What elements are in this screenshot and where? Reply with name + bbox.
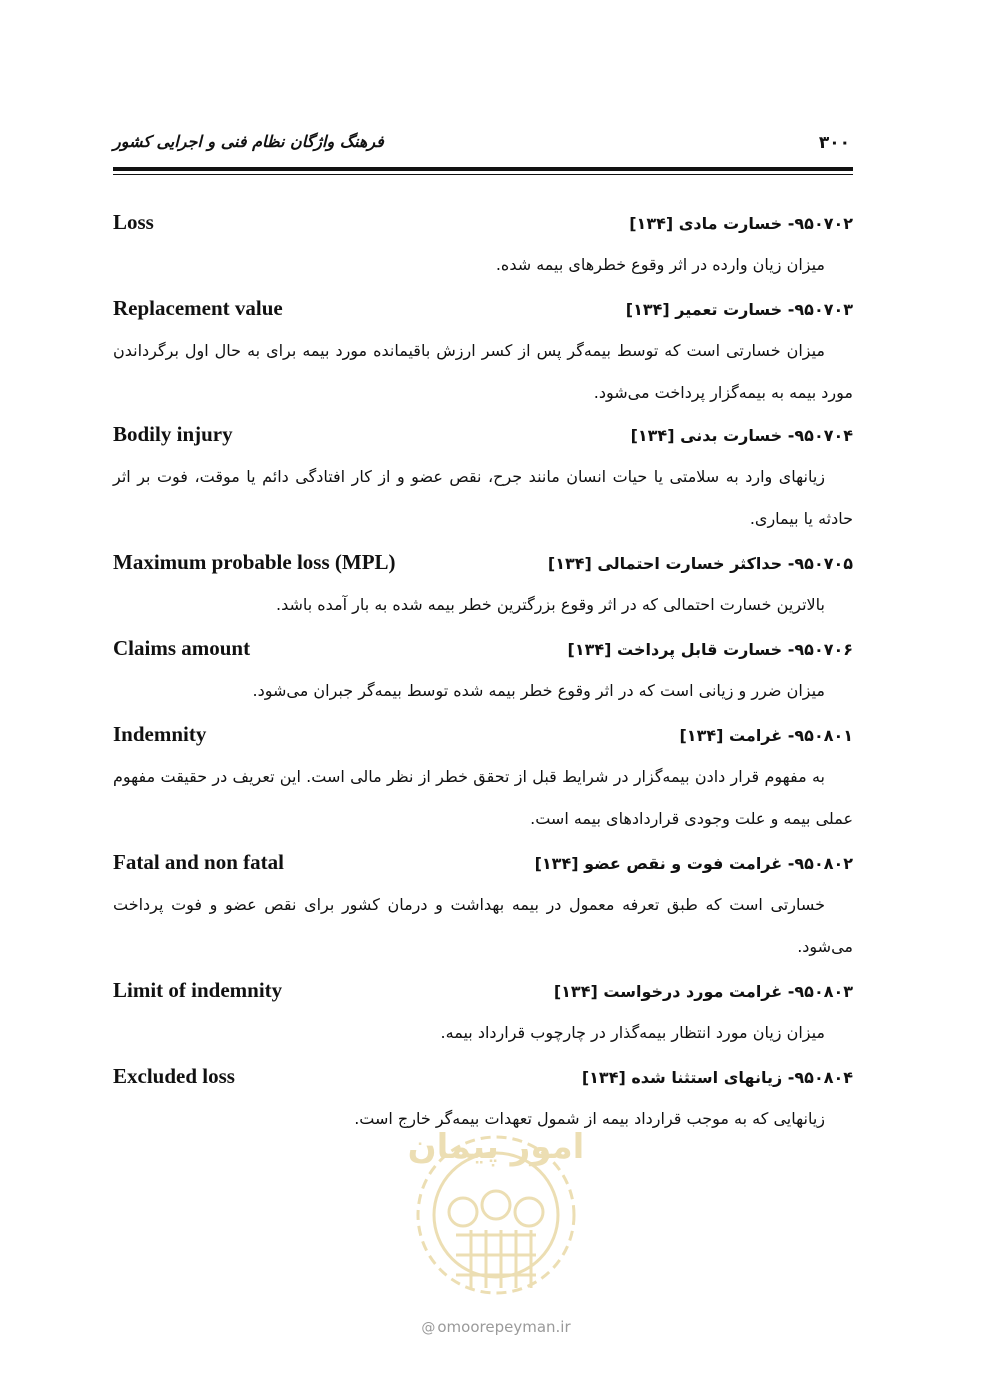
persian-term: ۹۵۰۷۰۵- حداکثر خسارت احتمالی [۱۳۴] <box>547 554 853 573</box>
english-term: Maximum probable loss (MPL) <box>113 550 396 574</box>
glossary-entries <box>113 210 853 1150</box>
entry-definition: میزان ضرر و زیانی است که در اثر وقوع خطر بیمه شده توسط بیمه‌گر جبران می‌شود. <box>252 681 825 700</box>
persian-term: ۹۵۰۷۰۳- خسارت تعمیر [۱۳۴] <box>625 300 853 319</box>
entry-definition: بالاترین خسارت احتمالی که در اثر وقوع بزرگترین خطر بیمه شده به بار آمده باشد. <box>275 595 825 614</box>
entry-heading <box>113 850 853 884</box>
entry-definition: میزان خسارتی است که توسط بیمه‌گر پس از کسر ارزش باقیمانده مورد بیمه برای به حال اول برگرداندن مورد بیمه به بیمه‌گزار پرداخت می‌شود. <box>113 341 853 402</box>
persian-term: ۹۵۰۸۰۴- زیانهای استثنا شده [۱۳۴] <box>581 1068 853 1087</box>
entry-heading <box>113 210 853 244</box>
entry-definition: به مفهوم قرار دادن بیمه‌گزار در شرایط قبل از تحقق خطر از نظر مالی است. این تعریف در حقیقت مفهوم عملی بیمه و علت وجودی قراردادهای بیمه است. <box>113 767 853 828</box>
glossary-entry <box>113 422 853 540</box>
english-term: Excluded loss <box>113 1064 235 1088</box>
entry-definition: خسارتی است که طبق تعرفه معمول در بیمه بهداشت و درمان کشور برای نقص عضو و فوت پرداخت می‌شود. <box>113 895 853 956</box>
header-rule-thick <box>113 167 853 171</box>
watermark-site <box>0 1318 992 1336</box>
page-number: ۳۰۰ <box>818 133 850 153</box>
entry-heading <box>113 1064 853 1098</box>
entry-heading <box>113 296 853 330</box>
entry-definition: زیانهای وارد به سلامتی یا حیات انسان مانند جرح، نقص عضو و از کار افتادگی دائم یا موقت، فوت بر اثر حادثه یا بیماری. <box>113 467 853 528</box>
glossary-entry <box>113 296 853 414</box>
persian-term: ۹۵۰۸۰۱- غرامت [۱۳۴] <box>679 726 853 745</box>
english-term: Bodily injury <box>113 422 233 446</box>
watermark-wrench-icon <box>515 1198 543 1226</box>
entry-definition: میزان زیان مورد انتظار بیمه‌گذار در چارچوب قرارداد بیمه. <box>440 1023 825 1042</box>
entry-heading <box>113 722 853 756</box>
entry-heading <box>113 422 853 456</box>
persian-term: ۹۵۰۷۰۶- خسارت قابل پرداخت [۱۳۴] <box>567 640 853 659</box>
at-sign-icon: @ <box>421 1320 436 1336</box>
entry-heading <box>113 636 853 670</box>
glossary-entry <box>113 636 853 712</box>
glossary-entry <box>113 210 853 286</box>
english-term: Replacement value <box>113 296 283 320</box>
english-term: Loss <box>113 210 154 234</box>
watermark-ring <box>434 1153 558 1277</box>
entry-heading <box>113 978 853 1012</box>
entry-definition: میزان زیان وارده در اثر وقوع خطرهای بیمه شده. <box>495 255 825 274</box>
persian-term: ۹۵۰۸۰۳- غرامت مورد درخواست [۱۳۴] <box>553 982 853 1001</box>
entry-heading <box>113 550 853 584</box>
glossary-entry <box>113 850 853 968</box>
watermark-building-icon <box>482 1191 510 1219</box>
persian-term: ۹۵۰۸۰۲- غرامت فوت و نقص عضو [۱۳۴] <box>534 854 853 873</box>
watermark-logo-text: امور پیمان <box>407 1127 585 1167</box>
entry-definition: زیانهایی که به موجب قرارداد بیمه از شمول تعهدات بیمه‌گر خارج است. <box>354 1109 825 1128</box>
watermark-site-text: omoorepeyman.ir <box>437 1318 571 1336</box>
english-term: Limit of indemnity <box>113 978 283 1002</box>
persian-term: ۹۵۰۷۰۴- خسارت بدنی [۱۳۴] <box>630 426 853 445</box>
english-term: Indemnity <box>113 722 207 746</box>
english-term: Claims amount <box>113 636 251 660</box>
persian-term: ۹۵۰۷۰۲- خسارت مادی [۱۳۴] <box>629 214 853 233</box>
header-rule-thin <box>113 174 853 175</box>
glossary-entry <box>113 550 853 626</box>
english-term: Fatal and non fatal <box>113 850 284 874</box>
glossary-entry <box>113 722 853 840</box>
glossary-entry <box>113 978 853 1054</box>
watermark-scale-icon <box>449 1198 477 1226</box>
watermark-grid <box>456 1230 536 1288</box>
book-title: فرهنگ واژگان نظام فنی و اجرایی کشور <box>113 132 384 151</box>
watermark-logo <box>393 1110 599 1300</box>
